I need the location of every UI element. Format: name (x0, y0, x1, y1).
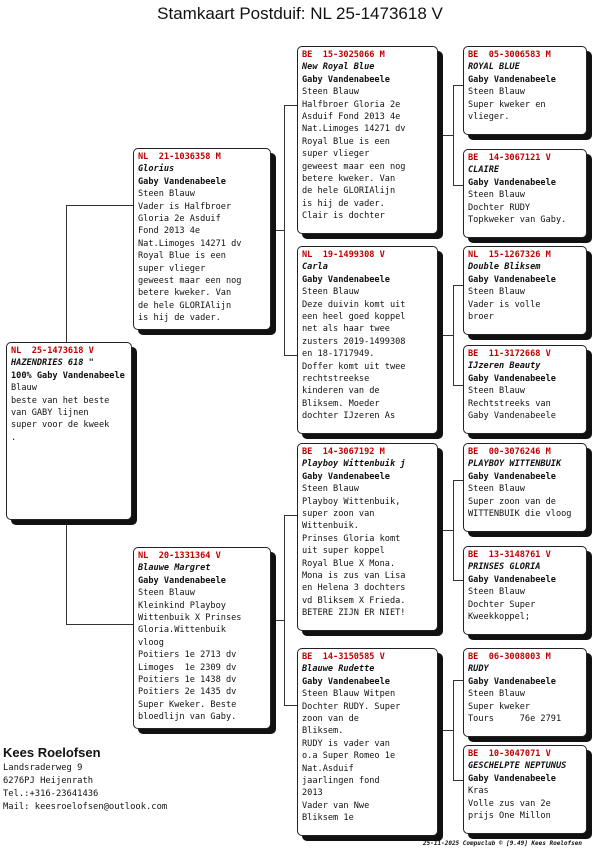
breeder-name: Gaby Vandenabeele (302, 274, 390, 285)
description-line: vd Bliksem X Frieda. (302, 595, 406, 606)
description-line: o.a Super Romeo 1e (302, 751, 396, 762)
owner-mail[interactable]: Mail: keesroelofsen@outlook.com (3, 802, 168, 812)
description-line: Steen Blauw (468, 287, 525, 298)
breeder-name: Gaby Vandenabeele (468, 274, 556, 285)
connector-line (442, 530, 453, 531)
description-line: Doffer komt uit twee (302, 361, 406, 372)
description-line: Dochter RUDY (468, 202, 531, 213)
connector-line (66, 520, 67, 624)
connector-line (284, 515, 285, 705)
connector-line (442, 335, 453, 336)
ring-number: BE 14-3067121 V (468, 153, 551, 163)
description-line: en 18-1717949. (302, 349, 375, 360)
breeder-name: Gaby Vandenabeele (468, 373, 556, 384)
owner-address: Landsraderweg 9 (3, 763, 83, 773)
breeder-name: 100% Gaby Vandenabeele (11, 370, 125, 381)
pigeon-card-dds[interactable] (463, 648, 587, 737)
pigeon-card-ddd[interactable] (463, 745, 587, 834)
connector-line (284, 105, 285, 355)
description-line: Steen Blauw (302, 287, 359, 298)
description-line: Steen Blauw (302, 87, 359, 98)
ring-number: BE 11-3172668 V (468, 349, 551, 359)
breeder-name: Gaby Vandenabeele (302, 676, 390, 687)
description-line: Tours 76e 2791 (468, 714, 562, 725)
description-line: Fond 2013 4e (138, 226, 201, 237)
description-line: van GABY lijnen (11, 408, 89, 419)
description-line: RUDY is vader van (302, 738, 390, 749)
description-line: Wittenbuik X Prinses (138, 613, 242, 624)
description-line: Super kweker (468, 701, 531, 712)
ring-number: NL 21-1036358 M (138, 152, 221, 162)
pigeon-name: Glorius (138, 164, 175, 175)
description-line: Vader van Nwe (302, 800, 370, 811)
description-line: Dochter Super (468, 599, 536, 610)
pigeon-name: CLAIRE (468, 165, 500, 176)
description-line: Steen Blauw (468, 386, 525, 397)
ring-number: BE 14-3150585 V (302, 652, 385, 662)
description-line: uit super koppel (302, 546, 385, 557)
description-line: Asduif Fond 2013 4e (302, 112, 401, 123)
description-line: rechtstreekse (302, 374, 370, 385)
breeder-name: Gaby Vandenabeele (138, 575, 226, 586)
breeder-name: Gaby Vandenabeele (468, 676, 556, 687)
owner-name: Kees Roelofsen (3, 745, 101, 760)
pigeon-name: New Royal Blue (302, 62, 375, 73)
description-line: Mona is zus van Lisa (302, 571, 406, 582)
description-line: . (11, 432, 17, 443)
description-line: Dochter RUDY. Super (302, 701, 401, 712)
description-line: betere kweker. Van (302, 174, 396, 185)
pigeon-name: Blauwe Rudette (302, 664, 375, 675)
pigeon-name: GESCHELPTE NEPTUNUS (468, 761, 567, 772)
description-line: vloog (138, 637, 164, 648)
description-line: Topkweker van Gaby. (468, 215, 567, 226)
description-line: Clair is dochter (302, 211, 385, 222)
description-line: Prinses Gloria komt (302, 533, 401, 544)
description-line: Kweekkoppel; (468, 612, 531, 623)
pigeon-card-sds[interactable] (463, 246, 587, 335)
pigeon-card-dam-dam[interactable] (297, 648, 438, 836)
description-line: Nat.Limoges 14271 dv (138, 238, 242, 249)
ring-number: NL 20-1331364 V (138, 551, 221, 561)
pigeon-card-sire-sire[interactable] (297, 46, 438, 234)
pigeon-card-dsd[interactable] (463, 546, 587, 635)
description-line: bloedlijn van Gaby. (138, 712, 237, 723)
footer-text: 25-11-2025 Compuclub © [9.49] Kees Roelofsen (423, 840, 582, 847)
description-line: Steen Blauw (138, 189, 195, 200)
description-line: geweest maar een nog (302, 161, 406, 172)
description-line: net als haar twee (302, 324, 390, 335)
description-line: Kras (468, 786, 489, 797)
ring-number: BE 15-3025066 M (302, 50, 385, 60)
connector-line (453, 85, 454, 185)
ring-number: NL 19-1499308 V (302, 250, 385, 260)
description-line: Nat.Limoges 14271 dv (302, 124, 406, 135)
description-line: Poitiers 2e 1435 dv (138, 687, 237, 698)
connector-line (442, 135, 453, 136)
connector-line (284, 705, 298, 706)
description-line: Halfbroer Gloria 2e (302, 99, 401, 110)
description-line: Nat.Asduif (302, 763, 354, 774)
breeder-name: Gaby Vandenabeele (468, 471, 556, 482)
description-line: Rechtstreeks van (468, 398, 551, 409)
description-line: Gloria.Wittenbuik (138, 625, 226, 636)
connector-line (442, 730, 453, 731)
description-line: Steen Blauw Witpen (302, 689, 396, 700)
connector-line (66, 205, 67, 342)
pigeon-name: RUDY (468, 664, 489, 675)
description-line: Royal Blue X Mona. (302, 558, 396, 569)
ring-number: NL 25-1473618 V (11, 346, 94, 356)
breeder-name: Gaby Vandenabeele (468, 74, 556, 85)
description-line: Volle zus van 2e (468, 798, 551, 809)
pigeon-name: Blauwe Margret (138, 563, 211, 574)
pigeon-card-sss[interactable] (463, 46, 587, 135)
pigeon-card-ssd[interactable] (463, 149, 587, 238)
pigeon-card-subject[interactable] (6, 342, 132, 520)
connector-line (284, 515, 298, 516)
description-line: Vader is Halfbroer (138, 201, 232, 212)
description-line: jaarlingen fond (302, 776, 380, 787)
ring-number: BE 06-3008003 M (468, 652, 551, 662)
connector-line (66, 624, 134, 625)
connector-line (284, 355, 298, 356)
pigeon-card-sdd[interactable] (463, 345, 587, 434)
description-line: Super zoon van de (468, 496, 556, 507)
description-line: Bliksem 1e (302, 813, 354, 824)
pigeon-name: ROYAL BLUE (468, 62, 520, 73)
description-line: super vlieger (302, 149, 370, 160)
ring-number: BE 14-3067192 M (302, 447, 385, 457)
connector-line (284, 105, 298, 106)
description-line: Steen Blauw (468, 87, 525, 98)
description-line: de hele GLORIAlijn (138, 300, 232, 311)
description-line: kinderen van de (302, 386, 380, 397)
pigeon-card-sire[interactable] (133, 148, 271, 330)
owner-block (3, 744, 167, 814)
owner-phone: Tel.:+316-23641436 (3, 789, 99, 799)
breeder-name: Gaby Vandenabeele (468, 773, 556, 784)
breeder-name: Gaby Vandenabeele (138, 176, 226, 187)
pigeon-name: Carla (302, 262, 328, 273)
description-line: beste van het beste (11, 395, 110, 406)
description-line: Gloria 2e Asduif (138, 214, 221, 225)
ring-number: NL 15-1267326 M (468, 250, 551, 260)
description-line: geweest maar een nog (138, 276, 242, 287)
description-line: super voor de kweek (11, 420, 110, 431)
connector-line (453, 285, 454, 385)
ring-number: BE 10-3047071 V (468, 749, 551, 759)
description-line: Poitiers 1e 1438 dv (138, 675, 237, 686)
breeder-name: Gaby Vandenabeele (302, 74, 390, 85)
description-line: Limoges 1e 2309 dv (138, 662, 237, 673)
description-line: dochter IJzeren As (302, 411, 396, 422)
description-line: Steen Blauw (468, 190, 525, 201)
connector-line (275, 230, 284, 231)
description-line: zoon van de (302, 714, 359, 725)
connector-line (275, 620, 284, 621)
description-line: Steen Blauw (138, 588, 195, 599)
description-line: Playboy Wittenbuik, (302, 496, 401, 507)
description-line: WITTENBUIK die vloog (468, 509, 572, 520)
connector-line (453, 480, 454, 580)
owner-city: 6276PJ Heijenrath (3, 776, 94, 786)
ring-number: BE 00-3076246 M (468, 447, 551, 457)
description-line: Deze duivin komt uit (302, 299, 406, 310)
description-line: Steen Blauw (468, 587, 525, 598)
description-line: is hij de vader. (302, 198, 385, 209)
description-line: super vlieger (138, 263, 206, 274)
description-line: Royal Blue is een (138, 251, 226, 262)
pigeon-card-sire-dam[interactable] (297, 246, 438, 434)
description-line: prijs One Millon (468, 811, 551, 822)
breeder-name: Gaby Vandenabeele (468, 574, 556, 585)
description-line: Blauw (11, 383, 37, 394)
pigeon-name: IJzeren Beauty (468, 361, 541, 372)
description-line: Kleinkind Playboy (138, 600, 226, 611)
description-line: vlieger. (468, 112, 510, 123)
description-line: Steen Blauw (468, 484, 525, 495)
pigeon-card-dam[interactable] (133, 547, 271, 729)
description-line: Steen Blauw (302, 484, 359, 495)
description-line: de hele GLORIAlijn (302, 186, 396, 197)
pigeon-name: Double Bliksem (468, 262, 541, 273)
breeder-name: Gaby Vandenabeele (468, 177, 556, 188)
description-line: een heel goed koppel (302, 312, 406, 323)
pigeon-name: Playboy Wittenbuik j (302, 459, 406, 470)
description-line: zusters 2019-1499308 (302, 336, 406, 347)
pigeon-name: PRINSES GLORIA (468, 562, 541, 573)
description-line: Bliksem. (302, 726, 344, 737)
description-line: en Helena 3 dochters (302, 583, 406, 594)
description-line: BETERE ZIJN ER NIET! (302, 608, 406, 619)
description-line: Royal Blue is een (302, 136, 390, 147)
description-line: Wittenbuik. (302, 521, 359, 532)
description-line: Super Kweker. Beste (138, 699, 237, 710)
page-title: Stamkaart Postduif: NL 25-1473618 V (157, 4, 443, 23)
description-line: Vader is volle (468, 299, 541, 310)
connector-line (66, 205, 134, 206)
breeder-name: Gaby Vandenabeele (302, 471, 390, 482)
pigeon-card-dss[interactable] (463, 443, 587, 532)
description-line: broer (468, 312, 494, 323)
description-line: Bliksem. Moeder (302, 398, 380, 409)
description-line: Steen Blauw (468, 689, 525, 700)
ring-number: BE 13-3148761 V (468, 550, 551, 560)
description-line: 2013 (302, 788, 323, 799)
description-line: Poitiers 1e 2713 dv (138, 650, 237, 661)
pigeon-name: PLAYBOY WITTENBUIK (468, 459, 562, 470)
ring-number: BE 05-3006583 M (468, 50, 551, 60)
description-line: is hij de vader. (138, 313, 221, 324)
pigeon-name: HAZENDRIES 618 " (11, 358, 94, 369)
description-line: betere kweker. Van (138, 288, 232, 299)
connector-line (453, 680, 454, 780)
description-line: Super kweker en (468, 99, 546, 110)
pigeon-card-dam-sire[interactable] (297, 443, 438, 631)
description-line: super zoon van (302, 509, 375, 520)
description-line: Gaby Vandenabeele (468, 411, 556, 422)
